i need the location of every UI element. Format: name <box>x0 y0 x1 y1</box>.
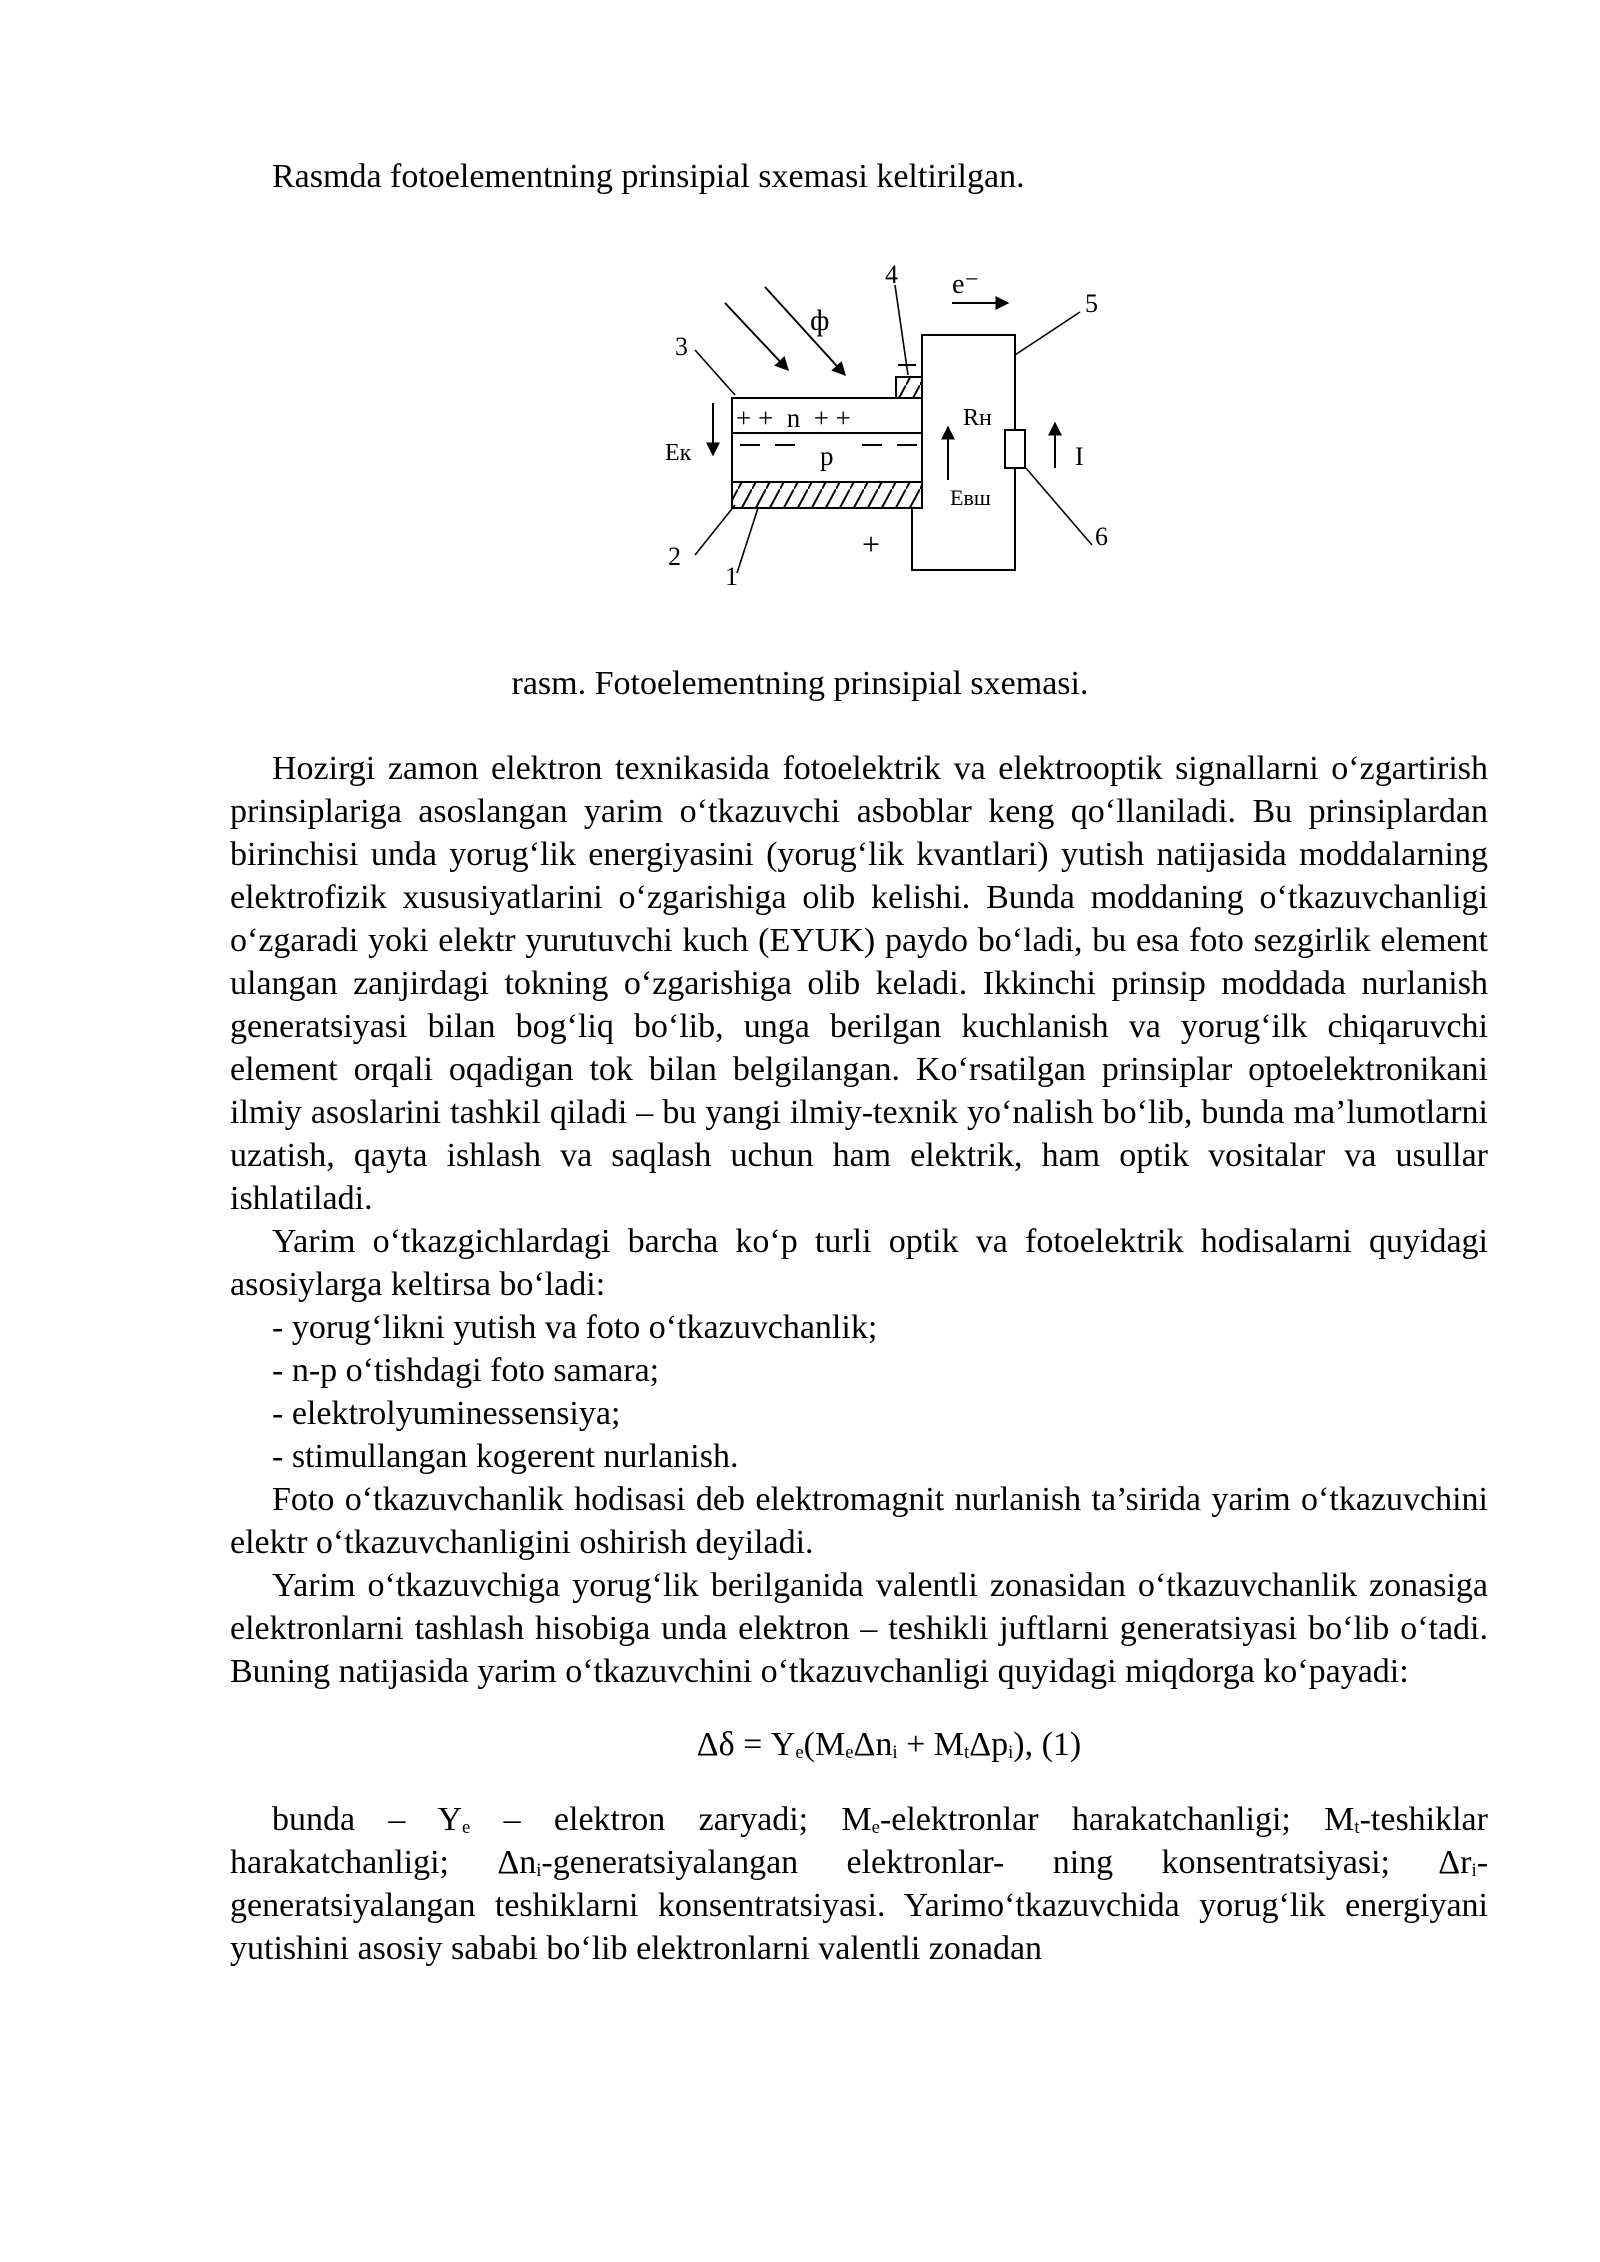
paragraph: Hozirgi zamon elektron texnikasida fotoelektrik va elektrooptik signallarni o‘zgartirish prinsiplariga asoslangan yarim o‘tkazuvchi asboblar keng qo‘llaniladi. Bu prinsiplardan birinchisi unda yorug‘lik energiyasini (yorug‘lik kvantlari) yutish natijasida moddalarning elektrofizik xususiyatlarini o‘zgarishiga olib kelishi. Bunda moddaning o‘tkazuvchanligi o‘zgaradi yoki elektr yurutuvchi kuch (EYUK) paydo bo‘ladi, bu esa foto sezgirlik element ulangan zanjirdagi tokning o‘zgarishiga olib keladi. Ikkinchi prinsip moddada nurlanish generatsiyasi bilan bog‘liq bo‘lib, unga berilgan kuchlanish va yorug‘ilk chiqaruvchi element orqali oqadigan tok bilan belgilangan. Ko‘rsatilgan prinsiplar optoelektronikani ilmiy asoslarini tashkil qiladi – bu yangi ilmiy-texnik yo‘nalish bo‘lib, bunda ma’lumotlarni uzatish, qayta ishlash va saqlash uchun ham elektrik, ham optik vositalar va usullar ishlatiladi. <box>230 750 1488 1217</box>
label-4: 4 <box>885 260 898 289</box>
paragraph: Foto o‘tkazuvchanlik hodisasi deb elektromagnit nurlanish ta’sirida yarim o‘tkazuvchini elektr o‘tkazuvchanligini oshirish deyiladi. <box>230 1481 1488 1561</box>
intro-sentence: Rasmda fotoelementning prinsipial sxemasi keltirilgan. <box>272 158 1025 195</box>
label-6: 6 <box>1095 522 1108 551</box>
label-i: I <box>1075 442 1084 471</box>
label-rn: Rн <box>963 405 992 431</box>
light-ray-1 <box>725 303 788 370</box>
bottom-electrode <box>732 482 922 508</box>
formula: $\Delta\delta = Y_e(M_e\Delta n_i + M_t\Delta p_i)$, (1) <box>696 1726 1082 1763</box>
label-plus-bottom: + <box>862 526 881 562</box>
paragraph: Yarim o‘tkazuvchiga yorug‘lik berilganida valentli zonasidan o‘tkazuvchanlik zonasiga elektronlarni tashlash hisobiga unda elektron – teshikli juftlarni generatsiyasi bo‘lib o‘tadi. Buning natijasida yarim o‘tkazuvchini o‘tkazuvchanligi quyidagi miqdorga ko‘payadi: <box>230 1567 1488 1690</box>
list-item: - yorug‘likni yutish va foto o‘tkazuvchanlik; <box>272 1309 878 1346</box>
label-1: 1 <box>725 562 738 591</box>
paragraph: Yarim o‘tkazgichlardagi barcha ko‘p turli optik va fotoelektrik hodisalarni quyidagi asosiylarga keltirsa bo‘ladi: <box>230 1223 1488 1303</box>
label-phi: ф <box>810 304 830 337</box>
label-evsh: Eвш <box>950 485 991 510</box>
list-item: - stimullangan kogerent nurlanish. <box>272 1438 739 1475</box>
final-paragraph: bunda – $Y_e$ – elektron zaryadi; $M_e$-elektronlar harakatchanligi; $M_t$-teshiklar harakatchanligi; $\Delta n_i$-generatsiyalangan elektronlar- ning konsentratsiyasi; $\Delta r_i$-generatsiyalangan teshiklarni konsentratsiyasi. Yarimo‘tkazuvchida yorug‘lik energiyani yutishini asosiy sababi bo‘lib elektronlarni valentli zonadan <box>230 1801 1489 1967</box>
figure-caption: rasm. Fotoelementning prinsipial sxemasi. <box>511 665 1089 702</box>
circuit-wire-return <box>912 468 1015 570</box>
body-text <box>230 747 1488 1970</box>
light-ray-2 <box>765 287 845 375</box>
photoelement-diagram <box>640 255 1160 615</box>
top-contact <box>896 377 922 398</box>
list-item: - n-p o‘tishdagi foto samara; <box>272 1352 660 1389</box>
label-5: 5 <box>1085 289 1098 318</box>
label-3: 3 <box>675 332 688 361</box>
n-region-charges: + + n + + <box>736 403 851 433</box>
label-ek: Eк <box>665 440 692 466</box>
label-electron: e⁻ <box>952 269 980 300</box>
list-item: - elektrolyuminessensiya; <box>272 1395 621 1432</box>
label-2: 2 <box>668 542 681 571</box>
label-p: p <box>820 441 834 471</box>
load-resistor <box>1005 430 1025 468</box>
